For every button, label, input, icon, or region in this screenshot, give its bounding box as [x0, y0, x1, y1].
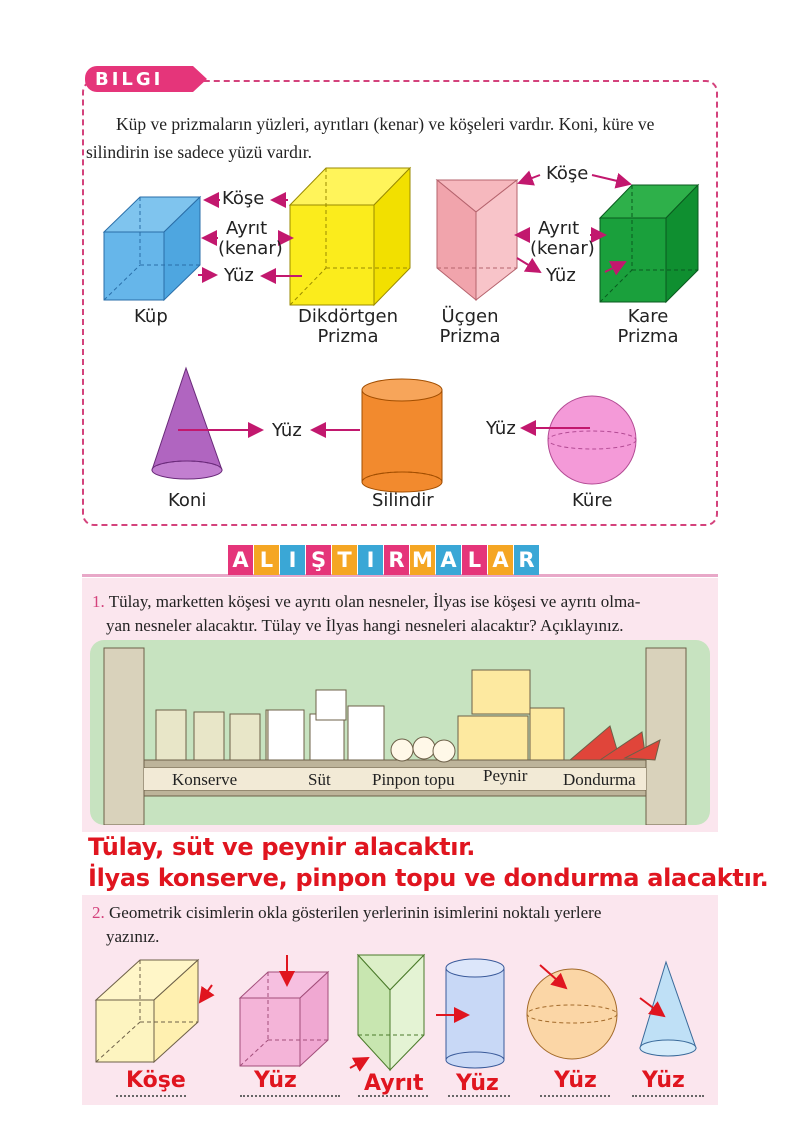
- q1-answer-tulay: Tülay, süt ve peynir alacaktır.: [88, 833, 476, 861]
- label-kose-left: Köşe: [222, 188, 265, 209]
- label-kare: Kare: [627, 306, 669, 327]
- label-koni: Koni: [168, 490, 207, 511]
- shelf-label-peynir: Peynir: [483, 766, 528, 785]
- label-dikdortgen-prizma: Prizma: [317, 326, 379, 347]
- q2-sphere: [527, 965, 617, 1059]
- label-yuz-cone-cylinder: Yüz: [272, 420, 302, 441]
- q2-answer-yuz-cone: Yüz: [642, 1068, 685, 1093]
- q2-answer-kose: Köşe: [126, 1068, 186, 1093]
- label-kenar-right: (kenar): [530, 238, 595, 259]
- q2-rectangular-prism: [96, 960, 212, 1062]
- answer-line-5: [540, 1095, 610, 1097]
- q2-line1: Geometrik cisimlerin okla gösterilen yerlerinin isimlerini noktalı yerlere: [109, 903, 602, 922]
- info-intro: Küp ve prizmaların yüzleri, ayrıtları (kenar) ve köşeleri vardır. Koni, küre ve silindirin ise sadece yüzü vardır.: [86, 114, 655, 162]
- label-yuz-right: Yüz: [546, 265, 576, 286]
- label-kure: Küre: [572, 490, 613, 511]
- label-ucgen: Üçgen: [441, 306, 499, 327]
- label-silindir: Silindir: [372, 490, 434, 511]
- banner-letter-tile: A: [228, 545, 253, 575]
- banner-letter-tile: L: [462, 545, 487, 575]
- banner-letter-tile: Ş: [306, 545, 331, 575]
- q1-answer-ilyas: İlyas konserve, pinpon topu ve dondurma alacaktır.: [88, 864, 769, 892]
- q2-triangular-prism: [350, 955, 424, 1070]
- q2-answer-yuz-cube: Yüz: [254, 1068, 297, 1093]
- q2-answer-yuz-cylinder: Yüz: [456, 1071, 499, 1096]
- answer-line-1: [116, 1095, 186, 1097]
- q2-cone: [640, 962, 696, 1056]
- banner-letter-tile: I: [358, 545, 383, 575]
- label-dikdortgen: Dikdörtgen: [297, 306, 399, 327]
- banner-letter-tile: A: [488, 545, 513, 575]
- shelf-label-pinpon: Pinpon topu: [372, 770, 455, 789]
- q1-number: 1.: [92, 592, 105, 611]
- label-kare-prizma: Prizma: [617, 326, 679, 347]
- label-ayrit-right: Ayrıt: [538, 218, 580, 239]
- answer-line-6: [632, 1095, 704, 1097]
- q2-line2: yazınız.: [106, 927, 160, 946]
- banner-letter-tile: T: [332, 545, 357, 575]
- banner-letter-tile: R: [384, 545, 409, 575]
- q2-number: 2.: [92, 903, 105, 922]
- q2-answer-yuz-sphere: Yüz: [554, 1068, 597, 1093]
- label-kup: Küp: [134, 306, 168, 327]
- banner-letter-tile: A: [436, 545, 461, 575]
- shelf-label-sut: Süt: [308, 770, 331, 789]
- q1-line1: Tülay, marketten köşesi ve ayrıtı olan nesneler, İlyas ise köşesi ve ayrıtı olma-: [108, 592, 641, 611]
- banner-letter-tile: I: [280, 545, 305, 575]
- shelf-label-dondurma: Dondurma: [563, 770, 636, 789]
- banner-letter-tile: M: [410, 545, 435, 575]
- q2-answer-ayrit: Ayrıt: [364, 1071, 424, 1096]
- label-kenar-left: (kenar): [218, 238, 283, 259]
- label-kose-right: Köşe: [546, 163, 589, 184]
- q2-cube: [240, 955, 328, 1066]
- q2-cylinder: [436, 959, 504, 1068]
- banner-letter-tile: L: [254, 545, 279, 575]
- info-tag-label: BILGI: [95, 68, 164, 90]
- label-ucgen-prizma: Prizma: [439, 326, 501, 347]
- answer-line-2: [240, 1095, 340, 1097]
- label-ayrit-left: Ayrıt: [226, 218, 268, 239]
- q1-line2: yan nesneler alacaktır. Tülay ve İlyas hangi nesneleri alacaktır? Açıklayınız.: [106, 616, 624, 635]
- label-yuz-left: Yüz: [224, 265, 254, 286]
- label-yuz-sphere: Yüz: [486, 418, 516, 439]
- shelf-label-konserve: Konserve: [172, 770, 238, 789]
- banner-letter-tile: R: [514, 545, 539, 575]
